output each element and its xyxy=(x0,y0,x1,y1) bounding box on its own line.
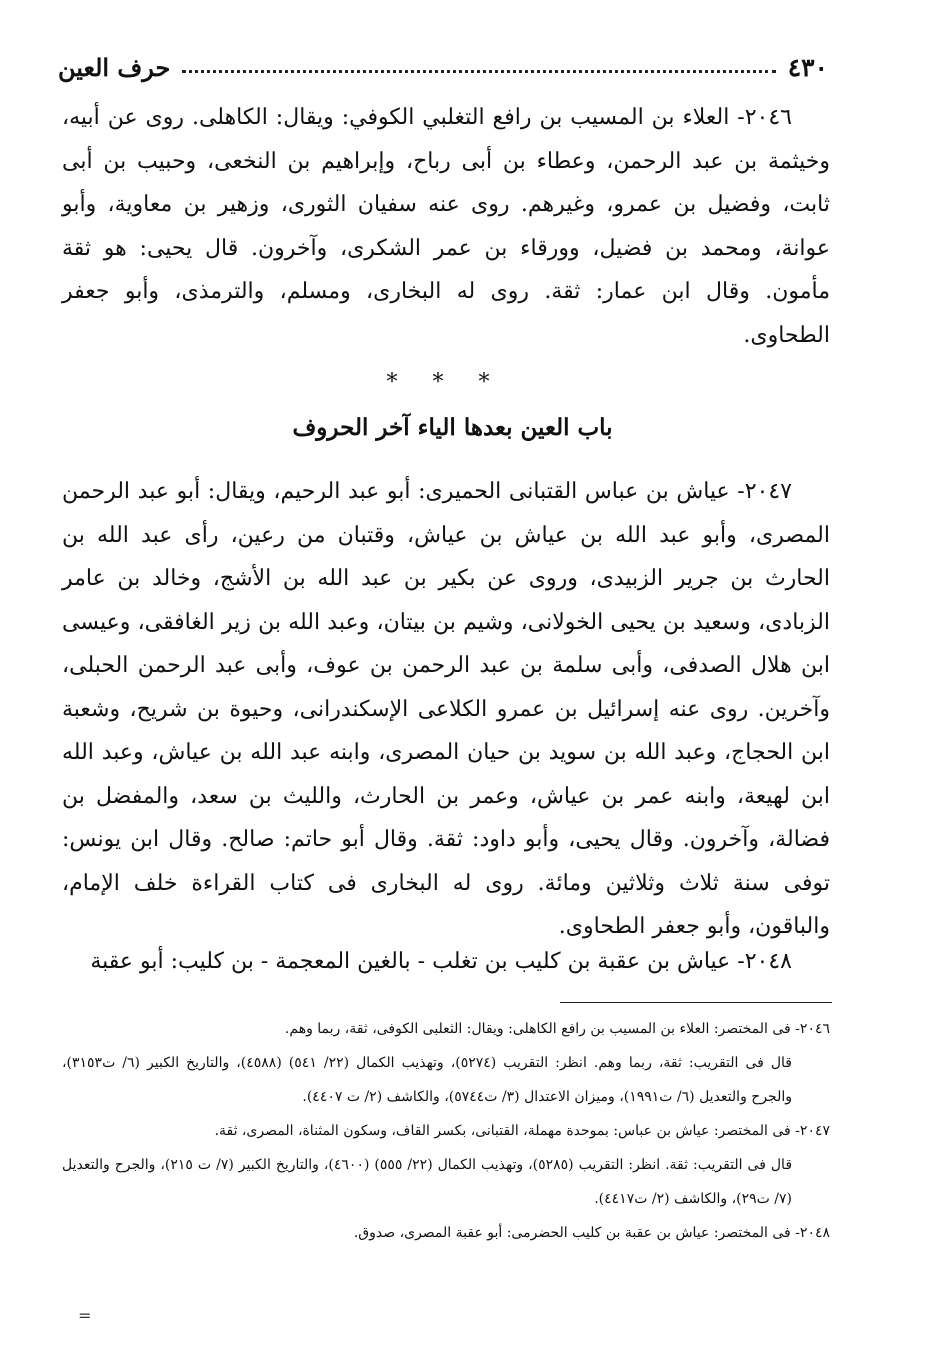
footnote-2047-sub: قال فى التقريب: ثقة. انظر: التقريب (٥٢٨٥)، وتهذيب الكمال (٢٢/ ٥٥٥) (٤٦٠٠)، والتاريخ الكبير (٧/ ت ٢١٥)، والجرح والتعديل (٧/ ت٢٩)، والكاشف (٢/ ت٤٤١٧). xyxy=(62,1157,793,1207)
footnote-2047 xyxy=(62,1114,830,1216)
page-number: ٤٣٠ xyxy=(787,53,828,82)
entry-2048-text: ٢٠٤٨- عياش بن عقبة بن كليب بن تغلب - بالغين المعجمة - بن كليب: أبو عقبة xyxy=(90,949,792,974)
entry-2046-text: ٢٠٤٦- العلاء بن المسيب بن رافع التغلبي الكوفي: ويقال: الكاهلى. روى عن أبيه، وخيثمة بن عبد الرحمن، وعطاء بن أبى رباح، وإبراهيم بن النخعى، وحبيب بن أبى ثابت، وفضيل بن عمرو، وغيرهم. روى عنه سفيان الثورى، وزهير بن معاوية، وأبو عوانة، ومحمد بن فضيل، وورقاء بن عمر الشكرى، وآخرون. قال يحيى: هو ثقة مأمون. وقال ابن عمار: ثقة. روى له البخارى، ومسلم، والترمذى، وأبو جعفر الطحاوى. xyxy=(62,105,830,348)
running-title: حرف العين xyxy=(58,53,171,82)
header-dotted-leader xyxy=(182,70,775,73)
entry-2046 xyxy=(62,96,830,357)
page-header xyxy=(58,38,828,82)
entry-2047 xyxy=(62,470,830,949)
footnote-2048-main: ٢٠٤٨- فى المختصر: عياش بن عقبة بن كليب الحضرمى: أبو عقبة المصرى، صدوق. xyxy=(353,1225,830,1241)
footnote-rule xyxy=(560,1002,832,1003)
footnotes xyxy=(62,1012,830,1250)
footnote-2048 xyxy=(62,1216,830,1250)
chapter-title: باب العين بعدها الياء آخر الحروف xyxy=(292,414,613,441)
footer-mark: = xyxy=(78,1306,92,1325)
section-separator: * * * xyxy=(386,370,504,395)
footnote-2046-sub: قال فى التقريب: ثقة، ربما وهم. انظر: التقريب (٥٢٧٤)، وتهذيب الكمال (٢٢/ ٥٤١) (٤٥٨٨)، والتاريخ الكبير (٦/ ت٣١٥٣)، والجرح والتعديل (٦/ ت١٩٩١)، وميزان الاعتدال (٣/ ت٥٧٤٤)، والكاشف (٢/ ت ٤٤٠٧). xyxy=(62,1055,792,1105)
entry-2047-text: ٢٠٤٧- عياش بن عباس القتبانى الحميرى: أبو عبد الرحيم، ويقال: أبو عبد الرحمن المصرى، وأبو عبد الله بن عياش بن عياش، وقتبان من رعين، رأى عبد الله بن الحارث بن جرير الزبيدى، وروى عن بكير بن عبد الله بن الأشج، وخالد بن عامر الزبادى، وسعيد بن يحيى الخولانى، وشيم بن بيتان، وعبد الله بن زير الغافقى، وعيسى ابن هلال الصدفى، وأبى سلمة بن عبد الرحمن بن عوف، وأبى عبد الرحمن الحبلى، وآخرين. روى عنه إسرائيل بن عمرو الكلاعى الإسكندرانى، وحيوة بن شريح، وشعبة ابن الحجاج، وعبد الله بن سويد بن حيان المصرى، وابنه عبد الله بن عياش، وعبد الله ابن لهيعة، وابنه عمر بن عياش، وعمر بن الحارث، والليث بن سعد، والمفضل بن فضالة، وآخرون. وقال يحيى، وأبو داود: ثقة. وقال أبو حاتم: صالح. وقال ابن يونس: توفى سنة ثلاث وثلاثين ومائة. روى له البخارى فى كتاب القراءة خلف الإمام، والباقون، وأبو جعفر الطحاوى. xyxy=(62,479,830,939)
footnote-2046-main: ٢٠٤٦- فى المختصر: العلاء بن المسيب بن رافع الكاهلى: ويقال: الثعلبى الكوفى، ثقة، ربما وهم. xyxy=(284,1021,830,1037)
footnote-2046 xyxy=(62,1012,830,1114)
footnote-2047-main: ٢٠٤٧- فى المختصر: عياش بن عباس: بموحدة مهملة، القتبانى، بكسر القاف، وسكون المثناة، المصرى، ثقة. xyxy=(214,1123,830,1139)
entry-2048 xyxy=(62,940,830,983)
